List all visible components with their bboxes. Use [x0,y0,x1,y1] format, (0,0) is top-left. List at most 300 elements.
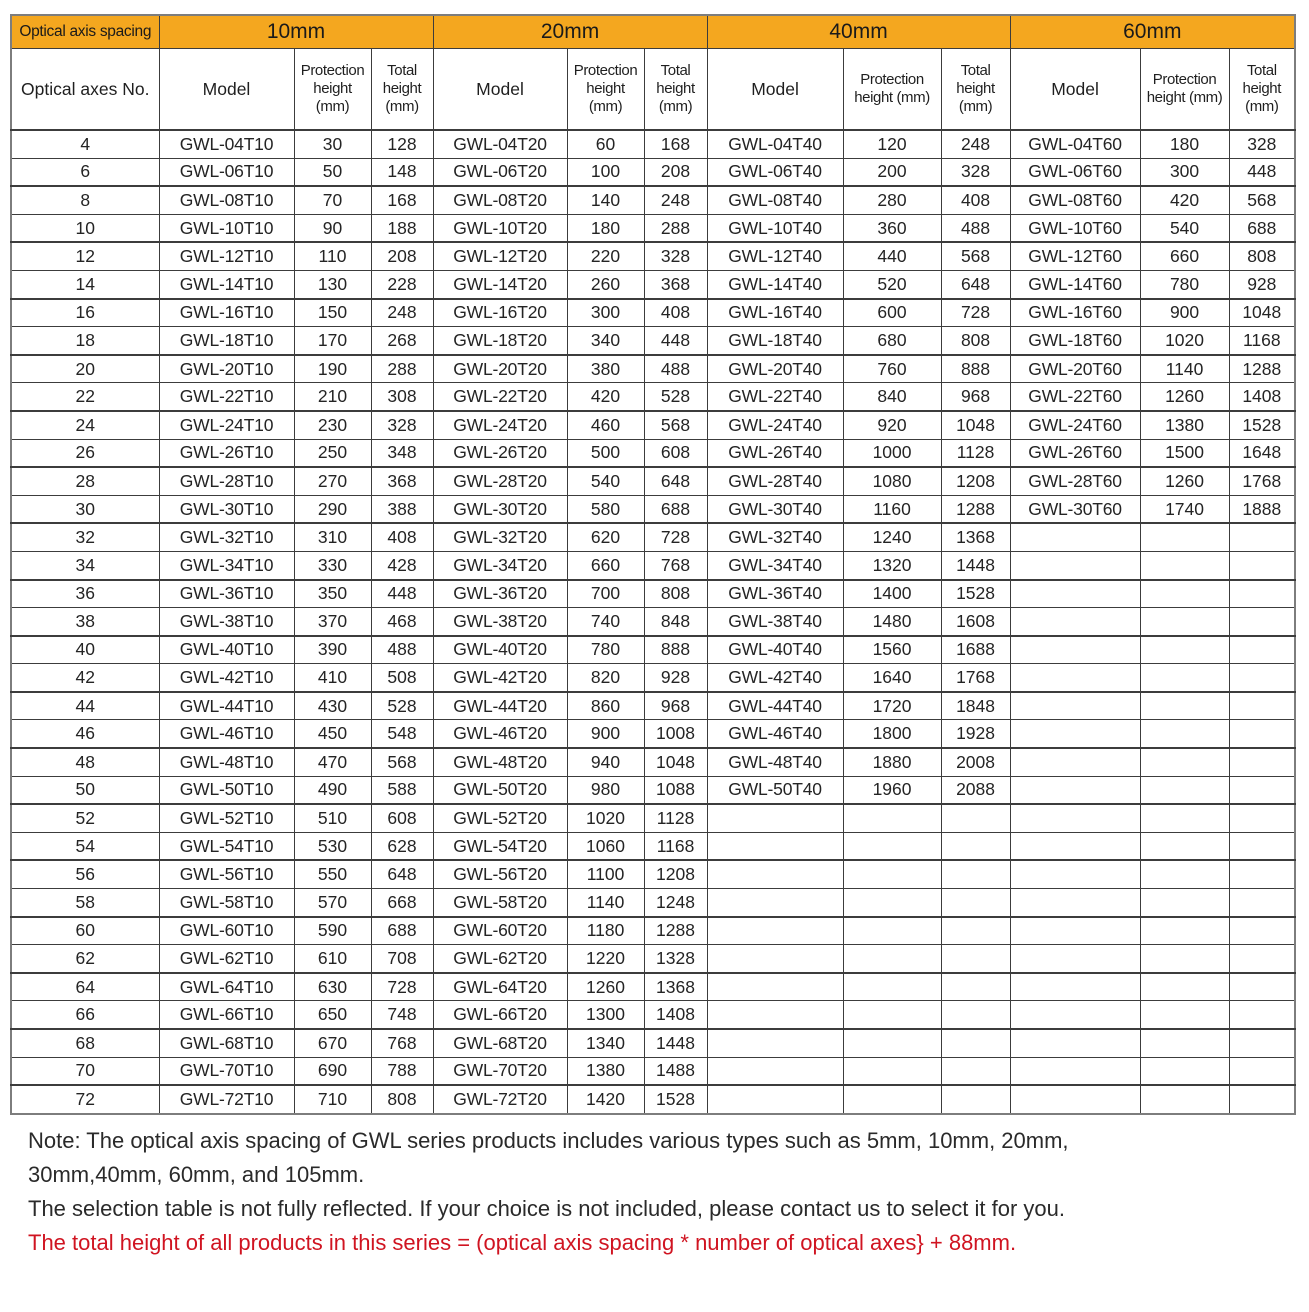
model-cell: GWL-04T60 [1010,130,1140,158]
total-height-cell [1229,551,1295,579]
total-height-cell: 228 [371,270,433,298]
model-cell [1010,664,1140,692]
protection-height-cell: 410 [294,664,371,692]
total-height-cell: 568 [371,748,433,776]
model-cell: GWL-62T10 [159,945,294,973]
total-height-cell: 488 [644,355,707,383]
model-cell [1010,889,1140,917]
total-height-cell: 1328 [644,945,707,973]
protection-height-cell: 1380 [1140,411,1229,439]
model-cell [707,860,843,888]
protection-height-cell: 200 [843,158,941,186]
protection-height-cell: 310 [294,523,371,551]
table-row [11,355,1295,383]
protection-height-cell: 60 [567,130,644,158]
total-height-cell: 1288 [1229,355,1295,383]
protection-height-cell: 140 [567,186,644,214]
total-height-cell: 328 [941,158,1010,186]
model-cell [1010,1057,1140,1085]
table-row [11,130,1295,158]
protection-height-cell: 380 [567,355,644,383]
model-cell [707,1001,843,1029]
total-height-cell: 1008 [644,720,707,748]
total-height-cell: 788 [371,1057,433,1085]
total-height-cell [1229,692,1295,720]
protection-height-cell: 980 [567,776,644,804]
model-cell: GWL-50T40 [707,776,843,804]
model-cell: GWL-34T10 [159,551,294,579]
protection-height-cell [843,1085,941,1114]
total-height-cell: 1528 [1229,411,1295,439]
model-cell: GWL-48T10 [159,748,294,776]
total-height-cell [1229,636,1295,664]
total-height-cell: 628 [371,832,433,860]
protection-height-cell: 780 [567,636,644,664]
protection-height-cell: 290 [294,495,371,523]
model-cell: GWL-16T10 [159,299,294,327]
model-cell: GWL-20T60 [1010,355,1140,383]
total-height-cell: 1768 [1229,467,1295,495]
model-cell: GWL-64T20 [433,973,567,1001]
group-header-row [11,15,1295,49]
protection-height-cell [1140,860,1229,888]
model-cell: GWL-72T10 [159,1085,294,1114]
protection-height-cell: 1740 [1140,495,1229,523]
model-cell: GWL-42T40 [707,664,843,692]
model-cell: GWL-40T40 [707,636,843,664]
model-cell [707,804,843,832]
protection-height-cell: 900 [567,720,644,748]
protection-height-cell: 420 [567,383,644,411]
protection-height-cell: 130 [294,270,371,298]
total-height-cell [941,1029,1010,1057]
protection-height-cell [843,945,941,973]
protection-height-cell: 300 [567,299,644,327]
model-cell [1010,748,1140,776]
model-cell [707,917,843,945]
total-height-cell: 468 [371,608,433,636]
protection-height-cell: 660 [567,551,644,579]
total-height-cell: 1048 [1229,299,1295,327]
model-cell: GWL-68T10 [159,1029,294,1057]
total-height-cell: 388 [371,495,433,523]
total-height-cell: 848 [644,608,707,636]
model-cell: GWL-66T20 [433,1001,567,1029]
table-row [11,973,1295,1001]
total-height-cell: 648 [644,467,707,495]
model-cell: GWL-68T20 [433,1029,567,1057]
group-header-20mm: 20mm [433,15,707,49]
model-cell: GWL-18T20 [433,327,567,355]
protection-height-cell: 740 [567,608,644,636]
model-cell: GWL-24T60 [1010,411,1140,439]
model-cell [707,832,843,860]
total-height-cell: 288 [644,214,707,242]
protection-height-cell: 580 [567,495,644,523]
total-height-header: Total height (mm) [1229,49,1295,131]
protection-height-cell: 1180 [567,917,644,945]
model-cell: GWL-30T40 [707,495,843,523]
table-row [11,608,1295,636]
model-cell [1010,580,1140,608]
model-cell: GWL-44T40 [707,692,843,720]
note-line-formula: The total height of all products in this series = (optical axis spacing * number of optical axes} + 88mm. [28,1230,1017,1255]
model-cell: GWL-06T40 [707,158,843,186]
protection-height-cell: 1400 [843,580,941,608]
model-cell: GWL-66T10 [159,1001,294,1029]
protection-height-cell: 180 [567,214,644,242]
protection-height-cell: 420 [1140,186,1229,214]
note-line-2: 30mm,40mm, 60mm, and 105mm. [28,1162,365,1187]
total-height-cell [1229,832,1295,860]
total-height-cell: 688 [644,495,707,523]
protection-height-cell: 1500 [1140,439,1229,467]
model-header: Model [433,49,567,131]
axes-no-cell: 8 [11,186,159,214]
total-height-cell: 648 [371,860,433,888]
protection-height-cell: 1420 [567,1085,644,1114]
total-height-cell [1229,1057,1295,1085]
total-height-cell: 1408 [644,1001,707,1029]
total-height-cell: 368 [644,270,707,298]
total-height-cell [1229,804,1295,832]
protection-height-header: Protection height (mm) [294,49,371,131]
protection-height-cell [1140,832,1229,860]
model-cell: GWL-26T10 [159,439,294,467]
model-cell [1010,917,1140,945]
protection-height-cell [1140,804,1229,832]
protection-height-cell: 570 [294,889,371,917]
total-height-cell: 968 [941,383,1010,411]
model-cell: GWL-34T20 [433,551,567,579]
model-cell [1010,551,1140,579]
protection-height-cell: 1260 [567,973,644,1001]
total-height-cell: 188 [371,214,433,242]
protection-height-cell: 1140 [567,889,644,917]
model-cell [707,1029,843,1057]
total-height-cell [941,1057,1010,1085]
axes-no-cell: 52 [11,804,159,832]
protection-height-cell [1140,917,1229,945]
protection-height-cell: 440 [843,242,941,270]
total-height-cell: 1128 [644,804,707,832]
total-height-cell: 208 [371,242,433,270]
protection-height-cell: 490 [294,776,371,804]
total-height-cell [941,917,1010,945]
total-height-cell: 808 [644,580,707,608]
total-height-cell [941,1085,1010,1114]
protection-height-cell: 1380 [567,1057,644,1085]
table-row [11,270,1295,298]
model-cell: GWL-40T20 [433,636,567,664]
protection-height-cell [1140,1085,1229,1114]
axes-no-header: Optical axes No. [11,49,159,131]
protection-height-cell: 610 [294,945,371,973]
protection-height-cell [843,804,941,832]
total-height-cell: 668 [371,889,433,917]
total-height-cell [1229,1001,1295,1029]
protection-height-cell [1140,720,1229,748]
model-cell: GWL-38T20 [433,608,567,636]
total-height-cell: 408 [644,299,707,327]
table-row [11,580,1295,608]
table-row [11,495,1295,523]
model-cell: GWL-28T10 [159,467,294,495]
protection-height-cell: 190 [294,355,371,383]
total-height-cell: 308 [371,383,433,411]
total-height-cell [941,832,1010,860]
total-height-cell: 2008 [941,748,1010,776]
total-height-cell [1229,720,1295,748]
protection-height-cell: 220 [567,242,644,270]
total-height-cell: 408 [371,523,433,551]
protection-height-header: Protection height (mm) [1140,49,1229,131]
model-cell: GWL-46T10 [159,720,294,748]
protection-height-cell: 1240 [843,523,941,551]
model-cell: GWL-70T20 [433,1057,567,1085]
protection-height-cell: 540 [567,467,644,495]
protection-height-cell: 470 [294,748,371,776]
total-height-cell: 1448 [644,1029,707,1057]
protection-height-cell: 430 [294,692,371,720]
total-height-cell: 548 [371,720,433,748]
protection-height-cell: 940 [567,748,644,776]
protection-height-cell: 650 [294,1001,371,1029]
model-cell: GWL-22T40 [707,383,843,411]
protection-height-cell: 1320 [843,551,941,579]
model-cell: GWL-46T40 [707,720,843,748]
model-cell: GWL-10T40 [707,214,843,242]
protection-height-cell: 70 [294,186,371,214]
protection-height-cell [843,1001,941,1029]
model-cell: GWL-28T60 [1010,467,1140,495]
total-height-cell: 348 [371,439,433,467]
table-row [11,242,1295,270]
total-height-cell: 1608 [941,608,1010,636]
protection-height-cell [1140,1029,1229,1057]
model-cell: GWL-12T60 [1010,242,1140,270]
protection-height-cell: 110 [294,242,371,270]
protection-height-cell [843,917,941,945]
total-height-cell: 688 [371,917,433,945]
protection-height-cell [1140,1001,1229,1029]
model-cell: GWL-72T20 [433,1085,567,1114]
total-height-cell: 488 [371,636,433,664]
total-height-cell: 568 [644,411,707,439]
axes-no-cell: 20 [11,355,159,383]
total-height-cell: 1248 [644,889,707,917]
model-cell: GWL-30T60 [1010,495,1140,523]
protection-height-cell [1140,692,1229,720]
total-height-cell: 608 [644,439,707,467]
protection-height-cell [843,860,941,888]
model-cell: GWL-16T40 [707,299,843,327]
spec-table [10,14,1296,1115]
table-row [11,1029,1295,1057]
protection-height-cell: 1160 [843,495,941,523]
axes-no-cell: 22 [11,383,159,411]
protection-height-cell [1140,776,1229,804]
total-height-cell: 328 [1229,130,1295,158]
protection-height-cell: 270 [294,467,371,495]
protection-height-cell: 600 [843,299,941,327]
protection-height-cell: 530 [294,832,371,860]
total-height-cell [1229,973,1295,1001]
protection-height-cell: 300 [1140,158,1229,186]
model-cell [1010,608,1140,636]
total-height-cell: 488 [941,214,1010,242]
model-cell: GWL-52T10 [159,804,294,832]
total-height-cell: 728 [941,299,1010,327]
total-height-header: Total height (mm) [941,49,1010,131]
protection-height-cell: 350 [294,580,371,608]
model-cell: GWL-54T20 [433,832,567,860]
total-height-cell [941,945,1010,973]
model-cell: GWL-10T20 [433,214,567,242]
axes-no-cell: 4 [11,130,159,158]
table-row [11,551,1295,579]
protection-height-cell: 1060 [567,832,644,860]
total-height-cell: 328 [371,411,433,439]
total-height-cell: 568 [1229,186,1295,214]
model-cell: GWL-34T40 [707,551,843,579]
model-cell [707,973,843,1001]
model-cell: GWL-44T10 [159,692,294,720]
model-cell: GWL-28T40 [707,467,843,495]
model-cell: GWL-06T60 [1010,158,1140,186]
total-height-cell: 768 [644,551,707,579]
protection-height-cell: 550 [294,860,371,888]
axes-no-cell: 38 [11,608,159,636]
table-row [11,776,1295,804]
protection-height-cell: 1800 [843,720,941,748]
model-cell [1010,720,1140,748]
total-height-cell: 128 [371,130,433,158]
protection-height-cell: 1260 [1140,467,1229,495]
model-cell: GWL-14T20 [433,270,567,298]
model-cell: GWL-12T40 [707,242,843,270]
model-cell: GWL-08T40 [707,186,843,214]
total-height-cell: 428 [371,551,433,579]
protection-height-cell: 510 [294,804,371,832]
total-height-cell: 928 [644,664,707,692]
protection-height-cell: 1340 [567,1029,644,1057]
axes-no-cell: 66 [11,1001,159,1029]
protection-height-cell: 30 [294,130,371,158]
total-height-cell: 268 [371,327,433,355]
model-cell [707,1057,843,1085]
total-height-cell: 1288 [644,917,707,945]
model-cell: GWL-12T20 [433,242,567,270]
total-height-cell: 508 [371,664,433,692]
model-header: Model [707,49,843,131]
total-height-cell: 2088 [941,776,1010,804]
axes-no-cell: 16 [11,299,159,327]
protection-height-cell: 330 [294,551,371,579]
total-height-cell: 888 [941,355,1010,383]
total-height-cell: 728 [371,973,433,1001]
model-cell: GWL-24T20 [433,411,567,439]
axes-no-cell: 62 [11,945,159,973]
table-row [11,327,1295,355]
table-row [11,945,1295,973]
protection-height-cell [843,889,941,917]
protection-height-cell: 390 [294,636,371,664]
model-cell: GWL-26T20 [433,439,567,467]
total-height-cell: 1528 [644,1085,707,1114]
total-height-cell [1229,1029,1295,1057]
total-height-cell: 648 [941,270,1010,298]
axes-no-cell: 48 [11,748,159,776]
total-height-cell: 1168 [1229,327,1295,355]
model-cell [1010,523,1140,551]
total-height-cell: 1368 [644,973,707,1001]
model-cell [1010,692,1140,720]
axes-no-cell: 32 [11,523,159,551]
axes-no-cell: 12 [11,242,159,270]
total-height-cell: 808 [371,1085,433,1114]
protection-height-cell [843,973,941,1001]
total-height-cell: 1368 [941,523,1010,551]
table-row [11,860,1295,888]
total-height-cell: 248 [371,299,433,327]
axes-no-cell: 50 [11,776,159,804]
model-cell: GWL-32T40 [707,523,843,551]
model-cell: GWL-46T20 [433,720,567,748]
model-cell: GWL-36T10 [159,580,294,608]
model-cell: GWL-52T20 [433,804,567,832]
axes-no-cell: 10 [11,214,159,242]
table-row [11,664,1295,692]
model-cell: GWL-58T20 [433,889,567,917]
model-cell: GWL-70T10 [159,1057,294,1085]
protection-height-cell: 630 [294,973,371,1001]
table-row [11,299,1295,327]
protection-height-cell: 760 [843,355,941,383]
table-body [11,130,1295,1114]
protection-height-cell: 780 [1140,270,1229,298]
model-cell: GWL-60T20 [433,917,567,945]
total-height-cell: 1208 [644,860,707,888]
model-cell: GWL-20T40 [707,355,843,383]
protection-height-cell: 500 [567,439,644,467]
model-cell: GWL-22T60 [1010,383,1140,411]
axes-no-cell: 46 [11,720,159,748]
model-header: Model [159,49,294,131]
model-cell: GWL-18T10 [159,327,294,355]
table-row [11,467,1295,495]
axes-no-cell: 44 [11,692,159,720]
note-line-3: The selection table is not fully reflected. If your choice is not included, please contact us to select it for you. [28,1196,1065,1221]
total-height-cell: 1448 [941,551,1010,579]
axes-no-cell: 64 [11,973,159,1001]
model-cell [707,945,843,973]
total-height-cell: 248 [941,130,1010,158]
total-height-cell: 368 [371,467,433,495]
model-cell: GWL-48T40 [707,748,843,776]
model-header: Model [1010,49,1140,131]
protection-height-cell [1140,580,1229,608]
total-height-cell: 1128 [941,439,1010,467]
protection-height-cell: 260 [567,270,644,298]
table-row [11,383,1295,411]
axes-no-cell: 60 [11,917,159,945]
protection-height-cell: 820 [567,664,644,692]
model-cell: GWL-10T10 [159,214,294,242]
total-height-cell: 808 [1229,242,1295,270]
model-cell: GWL-16T60 [1010,299,1140,327]
total-height-cell: 1048 [941,411,1010,439]
